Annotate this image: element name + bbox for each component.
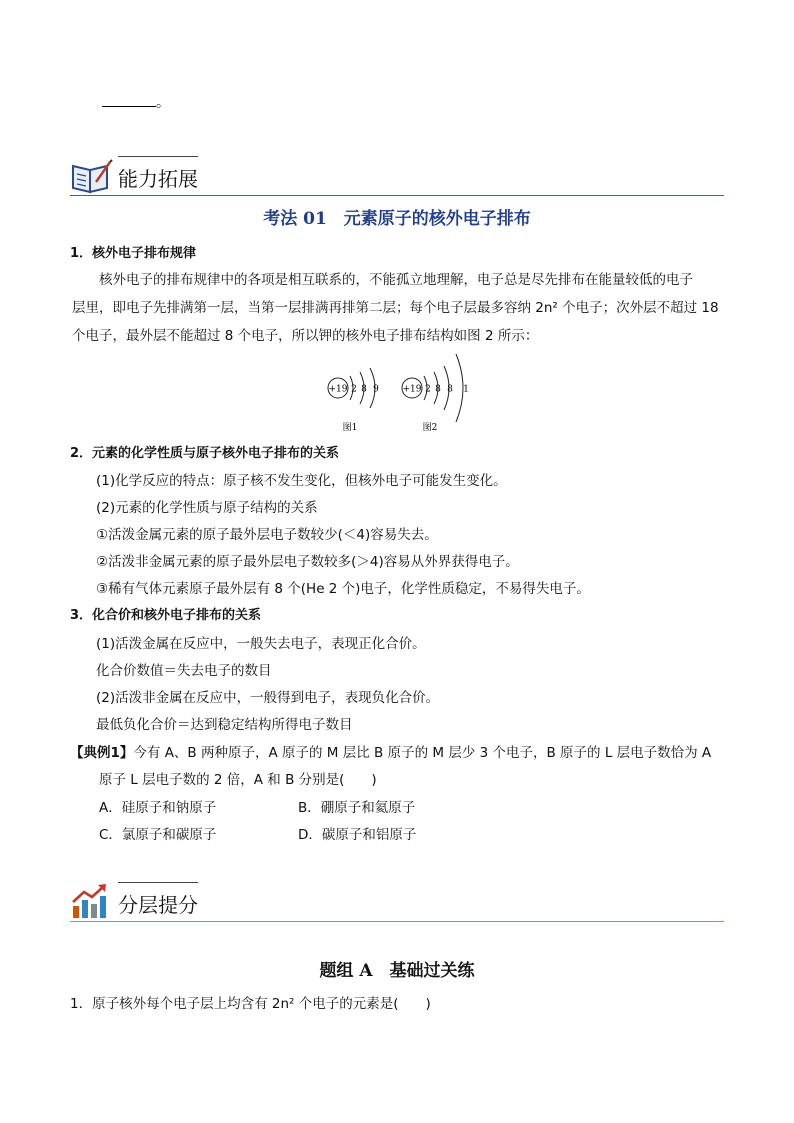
- fig1-shell-3: 9: [373, 384, 379, 395]
- p3-line1: (1)活泼金属在反应中，一般失去电子，表现正化合价。: [96, 636, 426, 652]
- section-rule: [70, 195, 724, 196]
- option-a: A．硅原子和钠原子: [99, 800, 217, 816]
- p3-line2: 化合价数值＝失去电子的数目: [96, 663, 272, 679]
- heading-3: 3．化合价和核外电子排布的关系: [70, 608, 262, 623]
- p1-line3: 个电子，最外层不能超过 8 个电子，所以钾的核外电子排布结构如图 2 所示：: [72, 328, 539, 344]
- section-title: 分层提分: [118, 893, 198, 917]
- fig1-diagram: [328, 368, 379, 433]
- blank-tail: 。: [156, 95, 170, 111]
- kaofa-title: 考法 01 元素原子的核外电子排布: [263, 209, 531, 229]
- fig2-shell-4: 1: [463, 384, 469, 395]
- option-b: B．硼原子和氦原子: [298, 800, 416, 816]
- p1-line2: 层里，即电子先排满第一层，当第一层排满再排第二层；每个电子层最多容纳 2n² 个电子；次外层不超过 18: [72, 300, 719, 316]
- p2-line5: ③稀有气体元素原子最外层有 8 个(He 2 个)电子，化学性质稳定，不易得失电子。: [96, 581, 590, 597]
- example-text2: 原子 L 层电子数的 2 倍，A 和 B 分别是( ): [99, 772, 377, 788]
- p2-line3: ①活泼金属元素的原子最外层电子数较少(＜4)容易失去。: [96, 527, 438, 543]
- tizu-title: 题组 A 基础过关练: [319, 961, 475, 981]
- p2-line1: (1)化学反应的特点：原子核不发生变化，但核外电子可能发生变化。: [96, 473, 507, 489]
- fig2-diagram: [402, 354, 469, 433]
- example-text1: 今有 A、B 两种原子，A 原子的 M 层比 B 原子的 M 层少 3 个电子，B 原子的 L 层电子数恰为 A: [133, 745, 712, 761]
- p3-line3: (2)活泼非金属在反应中，一般得到电子，表现负化合价。: [96, 690, 440, 706]
- fig2-shell-1: 2: [425, 384, 431, 395]
- potassium-electron-diagram: [320, 350, 480, 434]
- fig2-shell-2: 8: [435, 384, 441, 395]
- fig2-nucleus: +19: [402, 384, 422, 395]
- p2-line4: ②活泼非金属元素的原子最外层电子数较多(＞4)容易从外界获得电子。: [96, 554, 519, 570]
- section-rule: [70, 921, 724, 922]
- answer-blank-line: [102, 92, 170, 112]
- blank-underline: [102, 92, 156, 107]
- fig2-shell-3: 8: [447, 384, 453, 395]
- fig1-nucleus: +19: [328, 384, 348, 395]
- fig1-label: 图1: [342, 423, 358, 433]
- heading-1: 1．核外电子排布规律: [70, 246, 197, 261]
- p1-line1: 核外电子的排布规律中的各项是相互联系的，不能孤立地理解，电子总是尽先排布在能量较低的电子: [99, 272, 693, 288]
- fig1-shell-1: 2: [351, 384, 357, 395]
- heading-2: 2．元素的化学性质与原子核外电子排布的关系: [70, 446, 340, 461]
- title-overline: [118, 156, 198, 157]
- p3-line4: 最低负化合价＝达到稳定结构所得电子数目: [96, 717, 353, 733]
- section-header-fenceng: [70, 882, 724, 922]
- title-overline: [118, 882, 198, 883]
- section-title: 能力拓展: [118, 167, 198, 191]
- open-book-icon: [70, 158, 114, 194]
- option-c: C．氯原子和碳原子: [99, 827, 217, 843]
- p2-line2: (2)元素的化学性质与原子结构的关系: [96, 500, 318, 516]
- section-header-nengli: [70, 156, 724, 196]
- fig2-label: 图2: [422, 423, 438, 433]
- question-1: 1．原子核外每个电子层上均含有 2n² 个电子的元素是( ): [70, 996, 431, 1012]
- example-tag: 【典例1】: [70, 745, 134, 761]
- option-d: D．碳原子和铝原子: [298, 827, 417, 843]
- growth-chart-icon: [70, 882, 110, 920]
- fig1-shell-2: 8: [361, 384, 367, 395]
- example-question: [70, 741, 711, 761]
